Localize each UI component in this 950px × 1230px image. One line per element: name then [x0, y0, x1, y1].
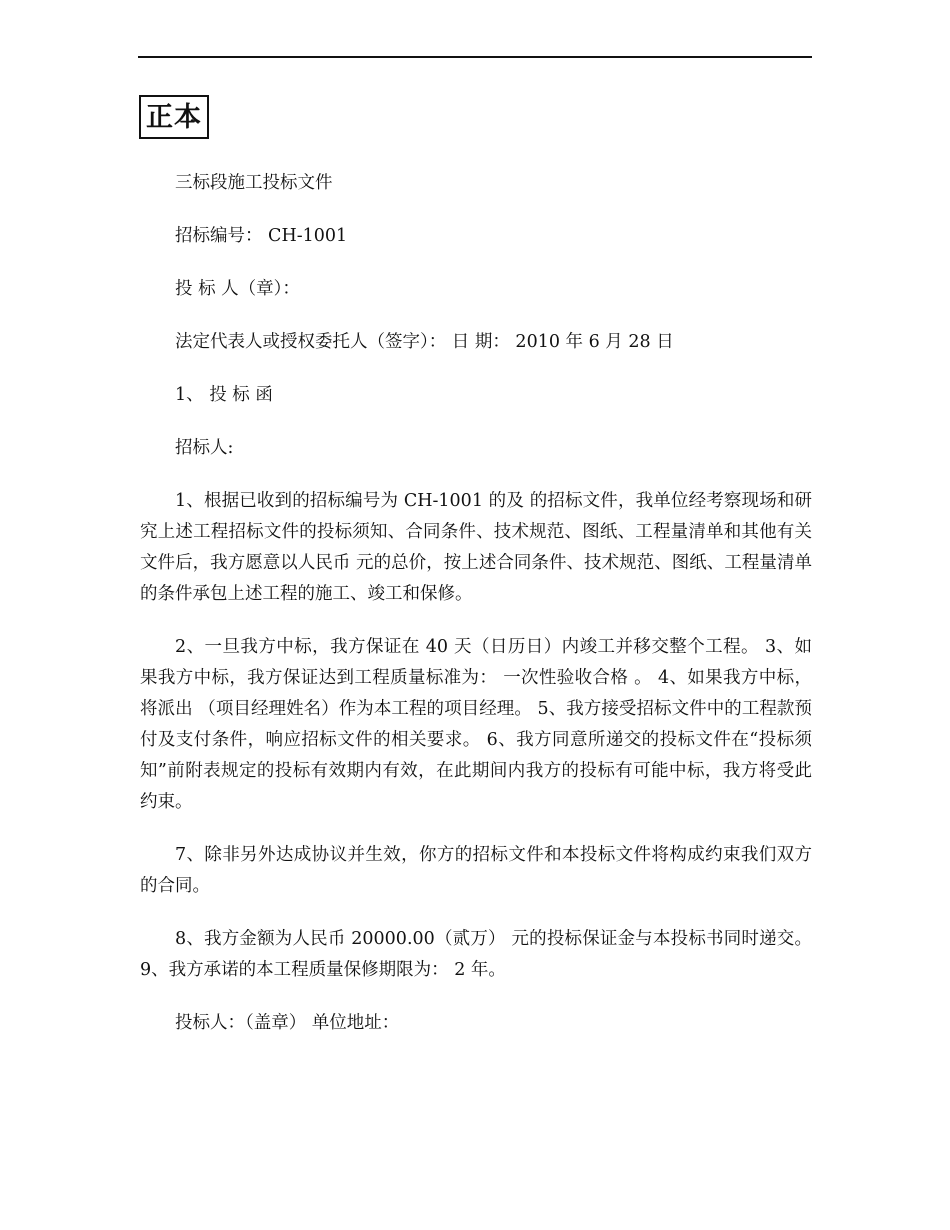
top-rule [138, 56, 812, 58]
document-title: 三标段施工投标文件 [175, 173, 333, 193]
representative-date-line: 法定代表人或授权委托人（签字）： 日 期： 2010 年 6 月 28 日 [175, 332, 674, 352]
addressee: 招标人: [175, 438, 234, 458]
signature-line: 投标人：（盖章） 单位地址： [175, 1013, 400, 1033]
original-copy-stamp: 正本 [139, 95, 209, 139]
bidder-seal-line: 投 标 人（章）： [175, 279, 300, 299]
section-heading: 1、 投 标 函 [175, 385, 273, 405]
paragraph-2: 2、一旦我方中标，我方保证在 40 天（日历日）内竣工并移交整个工程。 3、如果我方中标，我方保证达到工程质量标准为： 一次性验收合格 。 4、如果我方中标，将派出 （项目经理姓名）作为本工程的项目经理。 5、我方接受招标文件中的工程款预付及支付条件，响应招标文件的相关要求。 6、我方同意所递交的投标文件在“投标须知”前附表规定的投标有效期内有效，在此期间内我方的投标有可能中标，我方将受此约束。 [140, 637, 812, 812]
tender-number: 招标编号： CH-1001 [175, 226, 348, 246]
paragraph-3: 7、除非另外达成协议并生效，你方的招标文件和本投标文件将构成约束我们双方的合同。 [140, 845, 812, 896]
document-body [140, 168, 812, 1061]
paragraph-1: 1、根据已收到的招标编号为 CH-1001 的及 的招标文件，我单位经考察现场和研究上述工程招标文件的投标须知、合同条件、技术规范、图纸、工程量清单和其他有关文件后，我方愿意以人民币 元的总价，按上述合同条件、技术规范、图纸、工程量清单的条件承包上述工程的施工、竣工和保修。 [140, 491, 812, 604]
paragraph-4: 8、我方金额为人民币 20000.00（贰万） 元的投标保证金与本投标书同时递交。 9、我方承诺的本工程质量保修期限为： 2 年。 [140, 929, 812, 980]
